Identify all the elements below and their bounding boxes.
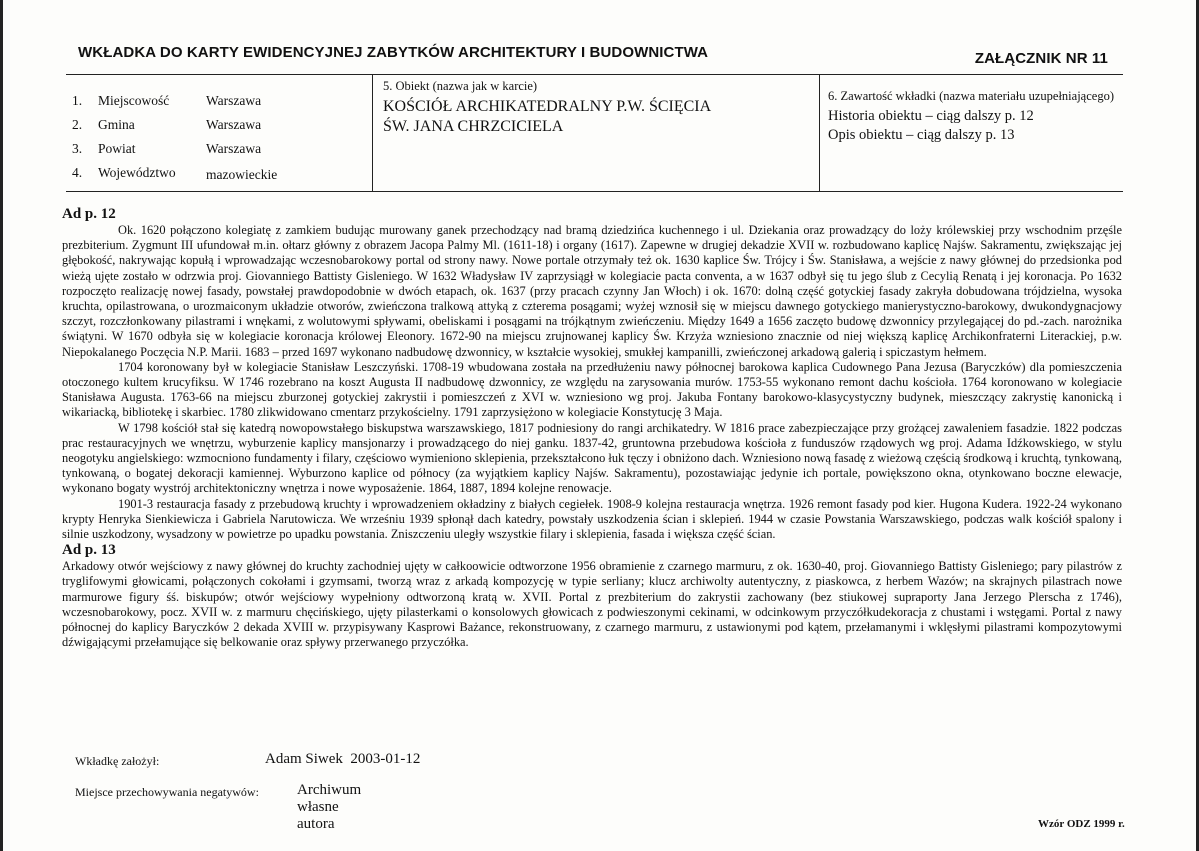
contents-column — [818, 75, 1123, 191]
location-column: 1. Miejscowość Warszawa 2. Gmina Warszawa 3. Powiat Warszawa 4. Województwo mazowieckie — [72, 93, 278, 182]
document-header — [78, 44, 1108, 67]
document-title: WKŁADKA DO KARTY EWIDENCYJNEJ ZABYTKÓW ARCHITEKTURY I BUDOWNICTWA — [78, 44, 709, 61]
annex-number: ZAŁĄCZNIK NR 11 — [974, 50, 1108, 67]
founder-value: Adam Siwek 2003-01-12 — [265, 751, 421, 767]
storage-value: Archiwum własne autora — [297, 782, 362, 832]
founder-row — [75, 751, 421, 769]
paragraph: 1901-3 restauracja fasady z przebudową kruchty i wprowadzeniem okładziny z białych cegiełek. 1908-9 kolejna restauracja wnętrza. 1926 remont fasady pod kier. Hugona Kudera. 1922-24 wykonano krypty Henryka Sienkiewicza i Gabriela Narutowicza. We wrześniu 1939 spłonął dach katedry, powstały uszkodzenia ścian i sklepień. 1944 w czasie Powstania Warszawskiego, podczas walk kościół spalony i silnie uszkodzony, wysadzony w powietrze po upadku powstania. Zniszczeniu uległy wszystkie filary i sklepienia, fasada i większa część ścian. — [62, 496, 1122, 542]
storage-label: Miejsce przechowywania negatywów: — [75, 785, 259, 799]
document-body — [62, 206, 1122, 650]
paragraph: W 1798 kościół stał się katedrą nowopowstałego biskupstwa warszawskiego, 1817 podniesiony do rangi archikatedry. W 1816 prace zabezpieczające przy grożącej zawaleniem fasadzie. 1822 podczas prac restauracyjnych we wnętrzu, wyburzenie kaplicy mansjonarzy i prowadzącego do niej ganku. 1837-42, gruntowna przebudowa kościoła z funduszów rządowych wg proj. Adama Idźkowskiego, w stylu neogotyku angielskiego: wzmocniono fundamenty i filary, częściowo wymieniono sklepienia, przekształcono łuk tęczy i obniżono dach. Wzniesiono nową fasadę z wieżową częścią środkową i kruchtą, tynkowaną, tynkowaną, o bogatej dekoracji kamiennej. Wyburzono kaplice od północy (za wyjątkiem kaplicy Najśw. Sakramentu), pozostawiając jedynie ich portale, powiększono okna, otynkowano boczne elewacje, wykonano bogaty wystrój architektoniczny wnętrza i nowe wyposażenie. 1864, 1887, 1894 kolejne renowacje. — [62, 420, 1122, 496]
section-title-ad12: Ad p. 12 — [62, 206, 116, 222]
section-title-ad13: Ad p. 13 — [62, 542, 116, 559]
paragraph: Ok. 1620 połączono kolegiatę z zamkiem budując murowany ganek przechodzący nad bramą dziedzińca kuchennego i ul. Dziekania oraz prowadzący do loży królewskiej przy wschodnim przęśle prezbiterium. Zygmunt III ufundował m.in. ołtarz główny z obrazem Jacopa Palmy Ml. (1611-18) i organy (1617). Zapewne w drugiej dekadzie XVII w. rozbudowano kaplicę Najśw. Sakramentu, zwiększając jej głębokość, nakrywając kopułą i wprowadzając wczesnobarokowy portal od strony nawy. Nowe portale otrzymały też ok. 1630 kaplice Św. Trójcy i Św. Stanisława, a wejście z nawy głównej do przedsionka pod wieżą ujęte zostało w odrzwia proj. Giovanniego Battisty Gisleniego. W 1632 Władysław IV zaprzysiągł w kolegiacie pacta conventa, a w 1637 odbył się tu jego ślub z Cecylią Renatą i jej koronacja. Po 1632 rozpoczęto realizację nowej fasady, powstałej prawdopodobnie w dwóch etapach, ok. 1637 (przy pracach czynny Jan Włoch) i ok. 1670: dolną część gotyckiej fasady zakryła dobudowana trójdzielna, wysoka kruchta, opilastrowana, o urozmaiconym układzie otworów, zwieńczona tralkową attyką z czterema posągami; wyżej wznosił się w miejscu dawnego gotyckiego manierystyczno-barokowy, dwukondygnacjowy szczyt, rozczłonkowany pilastrami i wnękami, z wolutowymi spływami, obeliskami i posągami na trójkątnym zwieńczeniu. Między 1649 a 1656 zaczęto budowę dzwonnicy przylegającej do pd.-zach. narożnika świątyni. W 1670 odbyła się w kolegiacie koronacja królowej Eleonory. 1672-90 na miejscu zrujnowanej kaplicy Św. Krzyża wzniesiono znacznie od niej większą kaplicę Archikonfraterni Literackiej, p.w. Niepokalanego Poczęcia N.P. Marii. 1683 – przed 1697 wykonano nadbudowę dzwonnicy, w kształcie wysokiej, smukłej kampanilli, zwieńczonej arkadową galerią i spiczastym hełmem. — [62, 223, 1122, 359]
paragraph: 1704 koronowany był w kolegiacie Stanisław Leszczyński. 1708-19 wbudowana została na przedłużeniu nawy północnej barokowa kaplica Cudownego Pana Jezusa (Baryczków) dla pomieszczenia otoczonego kultem krucyfiksu. W 1746 rozebrano na koszt Augusta II nadbudowę dzwonnicy, ze względu na zarysowania murów. 1753-55 wykonano remont dachu kościoła. 1764 koronowano w kolegiacie Stanisława Augusta. 1763-66 na miejscu zburzonej gotyckiej zakrystii i pomieszczeń z XVI w. wzniesiono wg proj. Jakuba Fontany barokowo-klasycystyczny budynek, mieszczący zakrystię kanonicką i wikariacką, bibliotekę i skarbiec. 1780 zlikwidowano cmentarz przykościelny. 1791 zaprzysiężono w kolegiacie Konstytucję 3 Maja. — [62, 359, 1122, 420]
object-column — [372, 75, 820, 191]
storage-row — [75, 782, 362, 832]
header-fields-table — [66, 74, 1123, 192]
paragraph: Arkadowy otwór wejściowy z nawy głównej do kruchty zachodniej ujęty w całkoowicie odtworzone 1956 obramienie z czarnego marmuru, z ok. 1630-40, proj. Giovanniego Battisty Gisleniego; pary pilastrów z tryglifowymi głowicami, połączonych cokołami i gzymsami, tworzą wraz z arkadą kompozycję w typie serliany; klucz archiwolty autentyczny, z piaskowca, z herbem Wazów; na skrajnych pilastrach nowe marmurowe figury śś. biskupów; otwór wejściowy wypełniony odtworzoną kratą w. XVII. Portal z prezbiterium do zakrystii zachowany (bez stiukowej supraporty Jana Jerzego Plerscha z 1746), wczesnobarokowy, pocz. XVII w. z marmuru chęcińskiego, ujęty pilasterkami o konsolowych głowicach z podwieszonymi cekinami, w odcinkowym przyczółkudekoracja z chustami i wstęgami. Portal z nawy północnej do kaplicy Baryczków 2 dekada XVIII w. przypisywany Kasprowi Bażance, rekonstruowany, z czarnego marmuru, z ustawionymi pod kątem, przełamanymi i wklęsłymi pilastrami kompozytowymi dźwigającymi przełamujące się belkowanie oraz spływy przerwanego przyczółka. — [62, 559, 1122, 650]
object-label: 5. Obiekt (nazwa jak w karcie) — [383, 79, 538, 93]
scan-edge-left — [0, 0, 3, 851]
contents-label: 6. Zawartość wkładki (nazwa materiału uzupełniającego) — [828, 89, 1114, 103]
template-note: Wzór ODZ 1999 r. — [1038, 818, 1125, 830]
founder-label: Wkładkę założył: — [75, 754, 160, 768]
contents-list: Historia obiektu – ciąg dalszy p. 12 Opis obiektu – ciąg dalszy p. 13 — [828, 108, 1034, 143]
object-name: KOŚCIÓŁ ARCHIKATEDRALNY P.W. ŚCIĘCIA ŚW. JANA CHRZCICIELA — [383, 98, 712, 135]
